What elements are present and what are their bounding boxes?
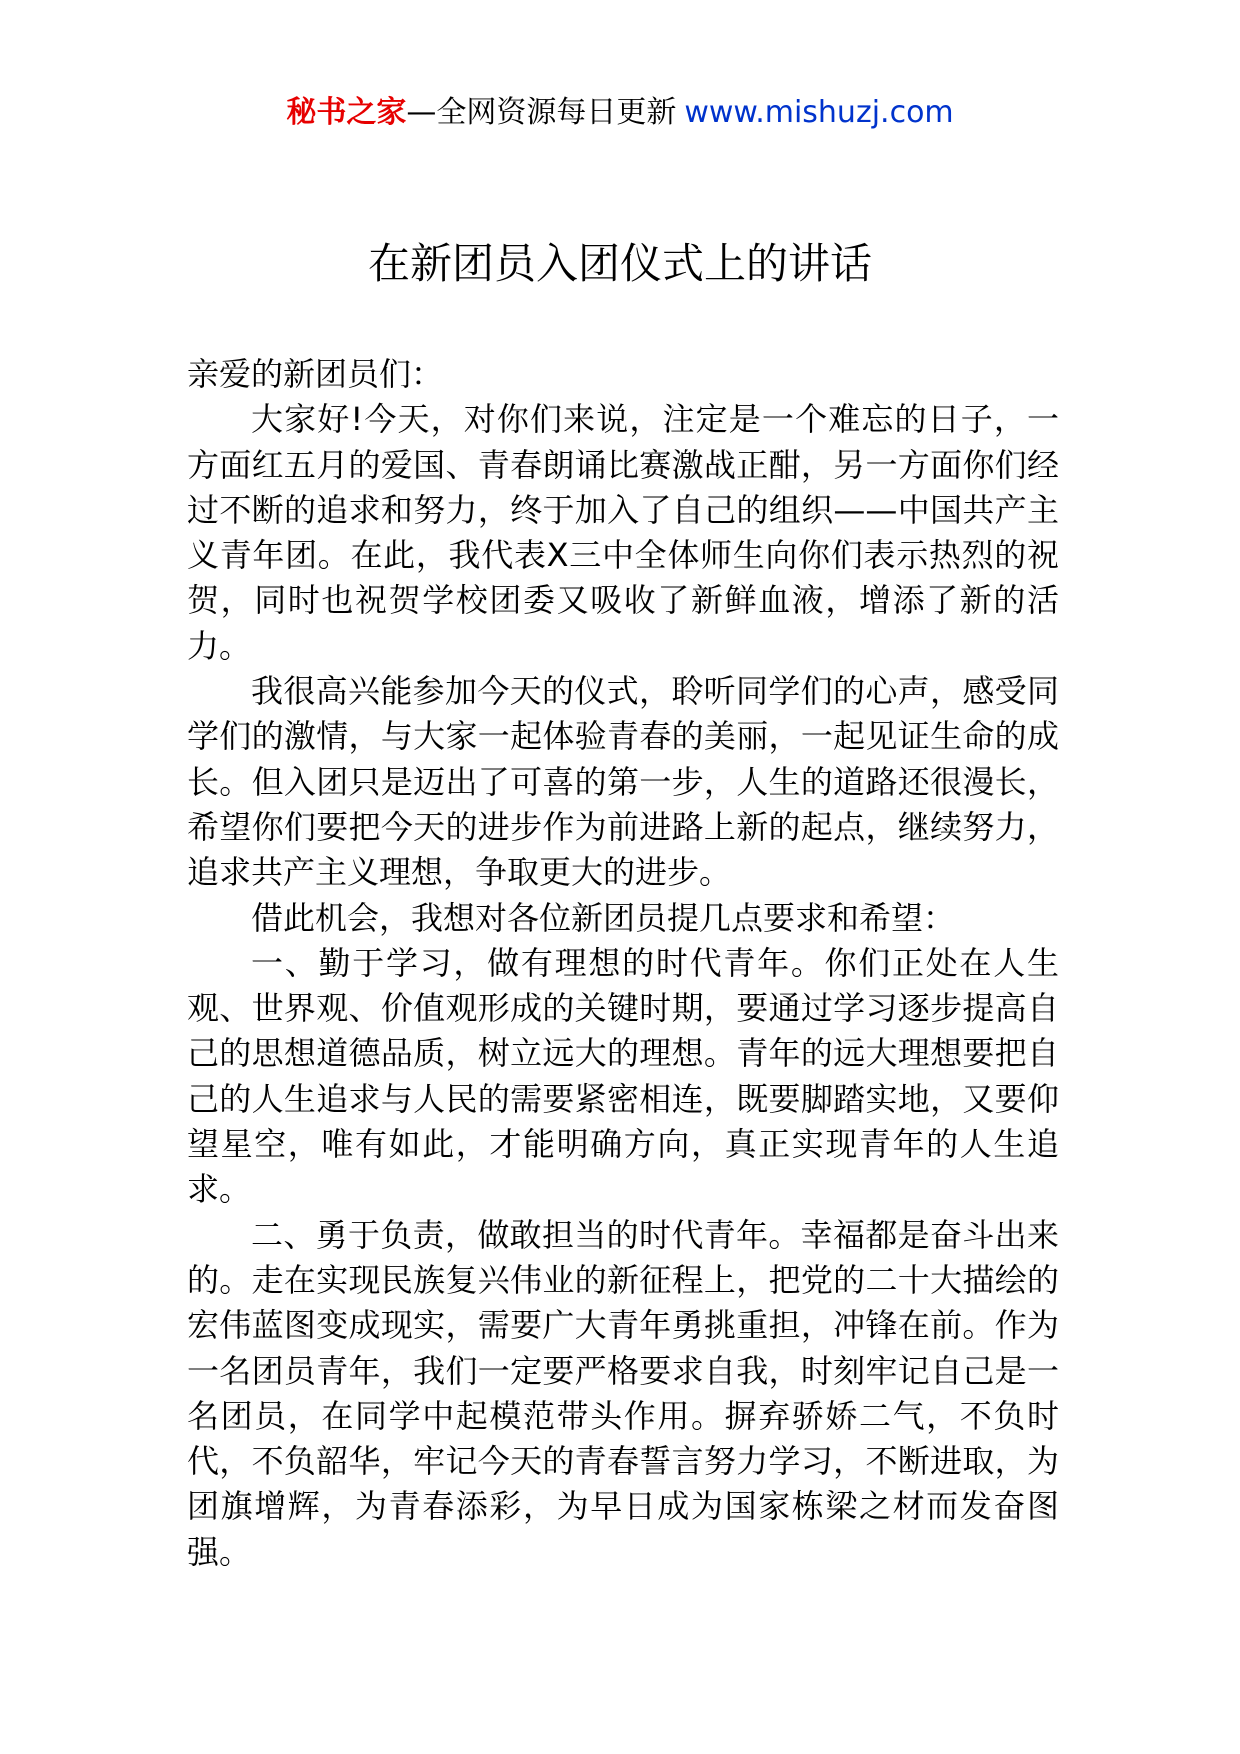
- paragraph-ceremony: 我很高兴能参加今天的仪式，聆听同学们的心声，感受同学们的激情，与大家一起体验青春的美丽，一起见证生命的成长。但入团只是迈出了可喜的第一步，人生的道路还很漫长，希望你们要把今天的进步作为前进路上新的起点，继续努力，追求共产主义理想，争取更大的进步。: [187, 672, 1059, 892]
- paragraph-greeting: 大家好!今天，对你们来说，注定是一个难忘的日子，一方面红五月的爱国、青春朗诵比赛激战正酣，另一方面你们经过不断的追求和努力，终于加入了自己的组织——中国共产主义青年团。在此，我代表X三中全体师生向你们表示热烈的祝贺，同时也祝贺学校团委又吸收了新鲜血液，增添了新的活力。: [187, 400, 1059, 665]
- paragraph-point-two: 二、勇于负责，做敢担当的时代青年。幸福都是奋斗出来的。走在实现民族复兴伟业的新征程上，把党的二十大描绘的宏伟蓝图变成现实，需要广大青年勇挑重担，冲锋在前。作为一名团员青年，我们一定要严格要求自我，时刻牢记自己是一名团员，在同学中起模范带头作用。摒弃骄娇二气，不负时代，不负韶华，牢记今天的青春誓言努力学习，不断进取，为团旗增辉，为青春添彩，为早日成为国家栋梁之材而发奋图强。: [187, 1215, 1059, 1571]
- header-slogan: —全网资源每日更新: [406, 95, 677, 130]
- salutation: 亲爱的新团员们：: [187, 355, 444, 393]
- document-title: 在新团员入团仪式上的讲话: [367, 239, 872, 288]
- site-url-link[interactable]: www.mishuzj.com: [684, 95, 954, 130]
- brand-name: 秘书之家: [286, 95, 407, 130]
- site-header: [0, 93, 1240, 133]
- paragraph-point-one: 一、勤于学习，做有理想的时代青年。你们正处在人生观、世界观、价值观形成的关键时期，要通过学习逐步提高自己的思想道德品质，树立远大的理想。青年的远大理想要把自己的人生追求与人民的需要紧密相连，既要脚踏实地，又要仰望星空，唯有如此，才能明确方向，真正实现青年的人生追求。: [187, 943, 1059, 1209]
- document-body: [187, 352, 1059, 1575]
- paragraph-intro-requests: 借此机会，我想对各位新团员提几点要求和希望：: [251, 898, 956, 937]
